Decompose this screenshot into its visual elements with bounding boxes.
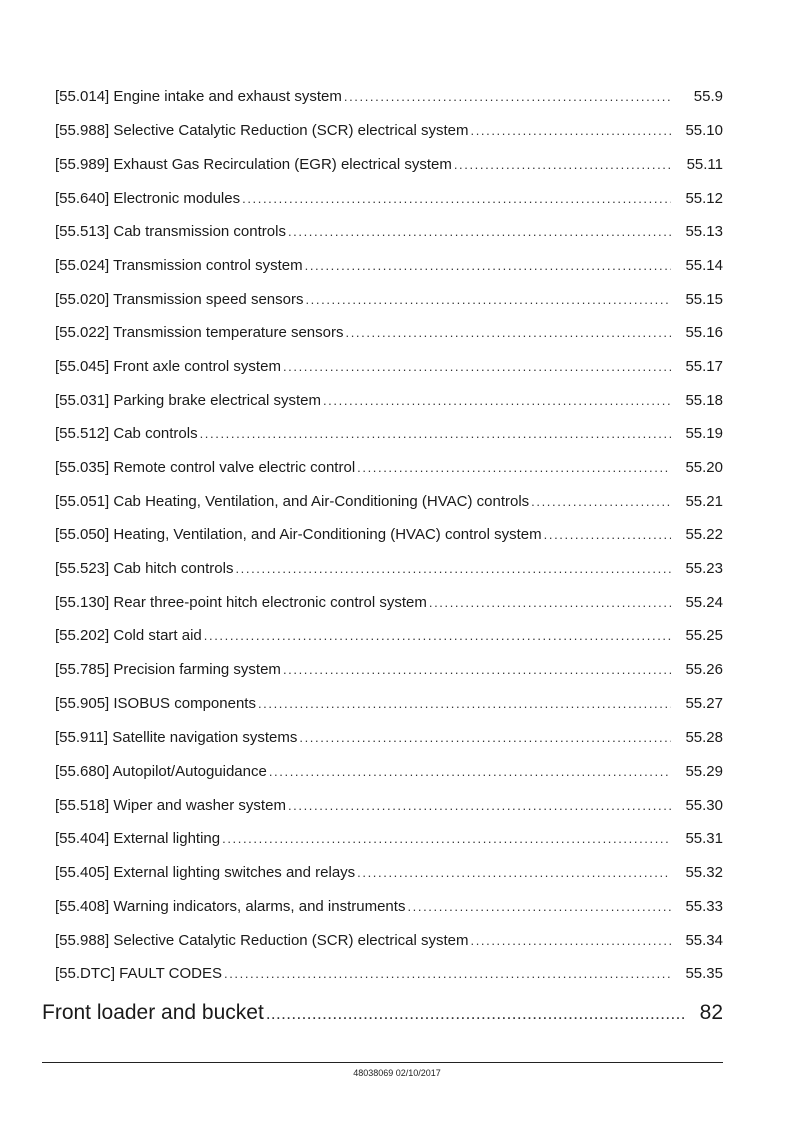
leader-dots bbox=[283, 660, 671, 680]
toc-entry[interactable] bbox=[55, 796, 723, 816]
toc-entry-page: 55.18 bbox=[685, 392, 723, 409]
toc-entry[interactable] bbox=[55, 694, 723, 714]
toc-entry-page: 55.17 bbox=[685, 358, 723, 375]
leader-dots bbox=[242, 189, 671, 209]
toc-entry[interactable] bbox=[55, 762, 723, 782]
toc-entry-page: 55.14 bbox=[685, 257, 723, 274]
toc-entry[interactable] bbox=[55, 559, 723, 579]
toc-entry[interactable] bbox=[55, 290, 723, 310]
leader-dots bbox=[299, 728, 671, 748]
toc-entry-label: [55.513] Cab transmission controls bbox=[55, 223, 286, 240]
toc-entry-label: [55.031] Parking brake electrical system bbox=[55, 392, 321, 409]
toc-entry[interactable] bbox=[55, 492, 723, 512]
toc-entry-label: [55.680] Autopilot/Autoguidance bbox=[55, 763, 267, 780]
leader-dots bbox=[266, 1000, 686, 1028]
toc-entry[interactable] bbox=[55, 897, 723, 917]
leader-dots bbox=[471, 121, 672, 141]
toc-entry-page: 55.28 bbox=[685, 729, 723, 746]
toc-entry[interactable] bbox=[55, 189, 723, 209]
toc-entry[interactable] bbox=[55, 87, 723, 107]
toc-entry[interactable] bbox=[55, 391, 723, 411]
leader-dots bbox=[454, 155, 671, 175]
toc-entry-label: [55.045] Front axle control system bbox=[55, 358, 281, 375]
toc-entry-label: [55.020] Transmission speed sensors bbox=[55, 291, 304, 308]
toc-entry-label: [55.640] Electronic modules bbox=[55, 190, 241, 207]
leader-dots bbox=[288, 222, 671, 242]
section-page-number: 82 bbox=[699, 1001, 723, 1024]
toc-entry-label: [55.202] Cold start aid bbox=[55, 627, 202, 644]
toc-entry-page: 55.16 bbox=[685, 324, 723, 341]
toc-entry-label: [55.404] External lighting bbox=[55, 830, 221, 847]
toc-entry-label: [55.518] Wiper and washer system bbox=[55, 797, 286, 814]
toc-entry[interactable] bbox=[55, 458, 723, 478]
toc-entry[interactable] bbox=[55, 863, 723, 883]
toc-entry-label: [55.DTC] FAULT CODES bbox=[55, 965, 222, 982]
toc-entry[interactable] bbox=[55, 660, 723, 680]
leader-dots bbox=[305, 290, 671, 310]
toc-entry-label: [55.050] Heating, Ventilation, and Air-Conditioning (HVAC) control system bbox=[55, 526, 542, 543]
toc-entry[interactable] bbox=[55, 931, 723, 951]
leader-dots bbox=[283, 357, 671, 377]
leader-dots bbox=[235, 559, 671, 579]
toc-entry-label: [55.988] Selective Catalytic Reduction (SCR) electrical system bbox=[55, 122, 469, 139]
leader-dots bbox=[357, 458, 671, 478]
toc-entry-page: 55.31 bbox=[685, 830, 723, 847]
toc-entry-page: 55.34 bbox=[685, 932, 723, 949]
toc-entry[interactable] bbox=[55, 626, 723, 646]
toc-entry-page: 55.27 bbox=[685, 695, 723, 712]
footer-divider bbox=[42, 1062, 723, 1063]
toc-entry-page: 55.15 bbox=[685, 291, 723, 308]
toc-section-heading[interactable] bbox=[42, 999, 723, 1028]
toc-entry[interactable] bbox=[55, 121, 723, 141]
toc-entry-label: [55.408] Warning indicators, alarms, and instruments bbox=[55, 898, 406, 915]
toc-entry[interactable] bbox=[55, 728, 723, 748]
toc-entry-page: 55.25 bbox=[685, 627, 723, 644]
toc-entry-label: [55.130] Rear three-point hitch electronic control system bbox=[55, 594, 427, 611]
toc-entry[interactable] bbox=[55, 424, 723, 444]
toc-entry-label: [55.035] Remote control valve electric control bbox=[55, 459, 356, 476]
leader-dots bbox=[224, 964, 671, 984]
toc-entry-label: [55.512] Cab controls bbox=[55, 425, 198, 442]
leader-dots bbox=[288, 796, 671, 816]
leader-dots bbox=[305, 256, 671, 276]
leader-dots bbox=[344, 87, 671, 107]
toc-entry-page: 55.22 bbox=[685, 526, 723, 543]
toc-entry[interactable] bbox=[55, 222, 723, 242]
leader-dots bbox=[200, 424, 671, 444]
leader-dots bbox=[222, 829, 671, 849]
footer-document-id: 48038069 02/10/2017 bbox=[353, 1068, 441, 1078]
toc-entry-page: 55.10 bbox=[685, 122, 723, 139]
toc-entry-page: 55.20 bbox=[685, 459, 723, 476]
leader-dots bbox=[544, 525, 671, 545]
section-title: Front loader and bucket bbox=[42, 1001, 264, 1024]
leader-dots bbox=[407, 897, 671, 917]
toc-entry-label: [55.785] Precision farming system bbox=[55, 661, 281, 678]
leader-dots bbox=[258, 694, 671, 714]
toc-entry-page: 55.11 bbox=[686, 156, 723, 173]
toc-entry-page: 55.9 bbox=[693, 88, 723, 105]
toc-entry-label: [55.905] ISOBUS components bbox=[55, 695, 256, 712]
leader-dots bbox=[357, 863, 671, 883]
leader-dots bbox=[471, 931, 672, 951]
leader-dots bbox=[429, 593, 671, 613]
toc-entry-label: [55.051] Cab Heating, Ventilation, and Air-Conditioning (HVAC) controls bbox=[55, 493, 530, 510]
toc-entry-label: [55.989] Exhaust Gas Recirculation (EGR) electrical system bbox=[55, 156, 452, 173]
toc-entry[interactable] bbox=[55, 323, 723, 343]
toc-entry-label: [55.911] Satellite navigation systems bbox=[55, 729, 298, 746]
toc-entry-label: [55.014] Engine intake and exhaust system bbox=[55, 88, 342, 105]
leader-dots bbox=[204, 626, 671, 646]
toc-entry-page: 55.23 bbox=[685, 560, 723, 577]
toc-entry-page: 55.13 bbox=[685, 223, 723, 240]
toc-entry-label: [55.405] External lighting switches and relays bbox=[55, 864, 356, 881]
leader-dots bbox=[531, 492, 671, 512]
toc-entry[interactable] bbox=[55, 525, 723, 545]
toc-entry-page: 55.35 bbox=[685, 965, 723, 982]
leader-dots bbox=[345, 323, 671, 343]
leader-dots bbox=[323, 391, 671, 411]
toc-entry-page: 55.24 bbox=[685, 594, 723, 611]
toc-entry-label: [55.024] Transmission control system bbox=[55, 257, 303, 274]
toc-entry[interactable] bbox=[55, 155, 723, 175]
toc-entry-page: 55.33 bbox=[685, 898, 723, 915]
toc-entry-page: 55.26 bbox=[685, 661, 723, 678]
toc-entry-page: 55.19 bbox=[685, 425, 723, 442]
toc-entry-page: 55.32 bbox=[685, 864, 723, 881]
toc-entry-label: [55.523] Cab hitch controls bbox=[55, 560, 234, 577]
toc-entry[interactable] bbox=[55, 256, 723, 276]
toc-entry-page: 55.30 bbox=[685, 797, 723, 814]
toc-entry-page: 55.21 bbox=[685, 493, 723, 510]
leader-dots bbox=[269, 762, 671, 782]
toc-entry-label: [55.022] Transmission temperature sensors bbox=[55, 324, 344, 341]
toc-entry[interactable] bbox=[55, 357, 723, 377]
toc-entry[interactable] bbox=[55, 593, 723, 613]
toc-entry-label: [55.988] Selective Catalytic Reduction (SCR) electrical system bbox=[55, 932, 469, 949]
toc-entry-page: 55.29 bbox=[685, 763, 723, 780]
toc-entry-page: 55.12 bbox=[685, 190, 723, 207]
toc-entry[interactable] bbox=[55, 829, 723, 849]
toc-entry[interactable] bbox=[55, 964, 723, 984]
